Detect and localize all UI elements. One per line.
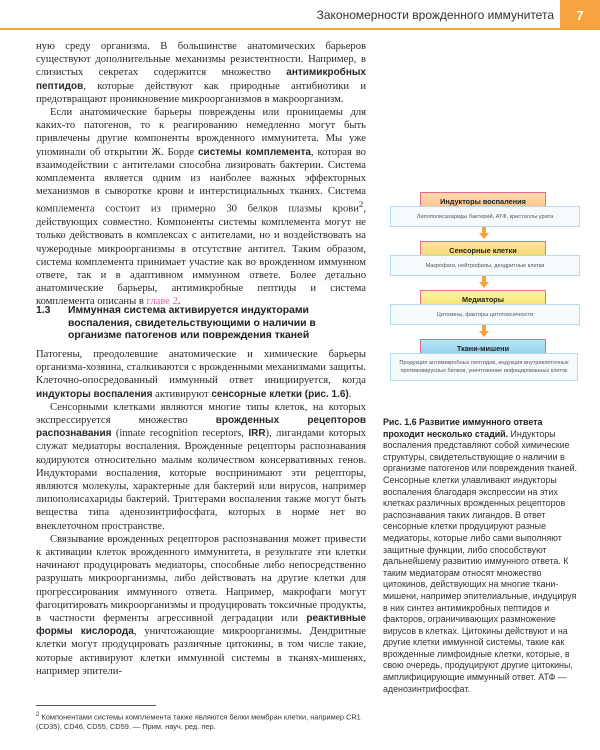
term-inflammation-inducers: индукторы воспаления [36, 388, 153, 400]
caption-title: Развитие иммунного ответа проходит несколько стадий. [383, 417, 543, 439]
text-run: ную среду организма. В большинстве анатомических барьеров существуют дополнительные механизмы резистентности. Например, в слизистых секретах содержится множество [36, 41, 366, 79]
footnote-ref: 2 [358, 199, 364, 210]
figure-caption [383, 417, 581, 695]
caption-text: Индукторы воспаления представляют собой химические структуры, свидетельствующие о наличии в организме патогенов или повреждения тканей. Сенсорные клетки улавливают индукторы воспаления благодаря экспрессии на этих клетках различных врожденных рецепторов распознавания таких лигандов. В ответ сенсорные клетки продуцируют разные медиаторы, которые либо сами выполняют защитные функции, либо способствуют дальнейшему развитию иммунного ответа. К таким медиаторам относят множество цитокинов, действующих на многие ткани-мишени, например эпителиальные, индуцируя в них синтез антимикробных пептидов и факторов, ограничивающих размножение вирусов в клетках. Цитокины действуют и на другие клетки иммунной системы, такие как врожденные лимфоидные клетки, которые, в свою очередь, продуцируют другие цитокины, амплифицирующие иммунный ответ. АТФ — аденозинтрифосфат. [383, 428, 578, 694]
arrow-down-icon [479, 276, 489, 288]
text-run: Если анатомические барьеры повреждены или проницаемы для каких-то патогенов, то к реагированию немедленно могут быть привлечены другие компоненты врожденного иммунитета. Мы уже упоминали об открытии Ж. Борде [36, 107, 366, 158]
stage-sensors-box: Макрофаги, нейтрофилы, дендритные клетки [390, 255, 580, 276]
body-paragraph-2 [36, 401, 366, 533]
running-title: Закономерности врожденного иммунитета [316, 8, 554, 22]
text-run: , которые действуют как природные антибиотики и предотвращают проникновение микроорганизмов в макроорганизм. [36, 80, 366, 105]
stage-mediators-label: Медиаторы [420, 290, 546, 308]
body-paragraph-1 [36, 348, 366, 401]
text-run: . [177, 296, 181, 308]
term-complement-system: системы комплемента [198, 146, 311, 158]
text-run: Связывание врожденных рецепторов распознавания может привести к активации клеток врожденного иммунитета, в результате эти клетки начинают продуцировать медиаторы, способные либо непосредственно разрушать микроорганизмы, либо действовать на другие клетки для прогрессирования иммунного ответа. Например, макрофаги могут фагоцитировать микроорганизмы и продуцировать токсичные продукты, в частности ферменты агрессивной деградации или [36, 533, 366, 625]
stage-targets-box: Продукция антимикробных пептидов, индукция внутриклеточных противовирусных белков, уничтожение инфицированных клеток [390, 353, 578, 381]
section-number: 1.3 [36, 305, 51, 316]
text-run: Сенсорными клетками являются многие типы клеток, на которых экспрессируется множество [36, 401, 366, 427]
intro-paragraph-2 [36, 106, 366, 309]
text-run: активируют [152, 388, 212, 400]
text-run: . [348, 388, 352, 400]
page-header [0, 0, 600, 30]
chapter-link[interactable]: главе 2 [146, 296, 178, 308]
intro-paragraph-1 [36, 40, 366, 106]
text-run: , уничтожающие микроорганизмы. Дендритные клетки могут продуцировать различные цитокины, в том числе такие, которые активируют клетки иммунной системы в тканях-мишенях, например эпители- [36, 626, 366, 677]
stage-mediators-box: Цитокины, факторы цитотоксичности [390, 304, 580, 325]
term-sensor-cells: сенсорные клетки [211, 388, 303, 400]
figure-1-6-diagram [390, 192, 580, 412]
text-run: ), лигандами которых служат медиаторы воспаления. Врожденные рецепторы распознавания кодируются относительно малым количеством консервативных генов. Индукторами воспаления, которые воспринимают эти рецепторы, являются молекулы, характерные для бактерий или вирусов, например липополисахариды бактерий. Триггерами воспаления также могут быть вещества типа аденозинтрифосфата, которых в норме нет во внеклеточном пространстве. [36, 428, 366, 532]
term-antimicrobial-peptides: антимикробных пептидов [36, 67, 366, 92]
footnote-text: Компонентами системы комплемента также являются белки мембран клетки, например CR1 (CD35), CD46, CD55, CD59. — Прим. науч. ред. пер. [36, 712, 361, 732]
text-run: (innate recognition receptors, [111, 428, 249, 440]
footnote [36, 710, 366, 732]
body-paragraph-3 [36, 533, 366, 678]
stage-inducers-box: Липополисахариды бактерий, АТФ, кристаллы урата [390, 206, 580, 227]
intro-text [36, 40, 366, 309]
arrow-down-icon [479, 325, 489, 337]
header-rule [0, 28, 600, 30]
caption-label: Рис. 1.6 [383, 417, 417, 427]
stage-sensors-label: Сенсорные клетки [420, 241, 546, 259]
section-title: Иммунная система активируется индукторами воспаления, свидетельствующими о наличии в организме патогенов или повреждения тканей [68, 305, 316, 341]
section-heading [36, 305, 366, 343]
footnote-mark: 2 [36, 711, 40, 718]
term-innate-receptors: врожденных рецепторов распознавания [36, 415, 366, 440]
arrow-down-icon [479, 227, 489, 239]
stage-inducers-label: Индукторы воспаления [420, 192, 546, 210]
footnote-rule [36, 705, 156, 706]
body-text [36, 348, 366, 678]
text-run: , которая во взаимодействии с антителами способна лизировать бактерии. Система комплемента является одним из наиболее важных эффекторных механизмов в сыворотке крови и интерстициальных тканях. Система комплемента состоит из примерно 30 белков плазмы крови [36, 146, 366, 215]
stage-targets-label: Ткани-мишени [420, 339, 546, 357]
page-number: 7 [560, 0, 600, 30]
term-irr: IRR [248, 428, 266, 440]
term-reactive-oxygen: реактивные формы кислорода [36, 613, 366, 638]
text-run: , действующих совместно. Компоненты системы комплемента могут не только действовать в комплексах с антителами, но и воздействовать на чужеродные микроорганизмы в отсутствие антител. Таким образом, система комплемента принимает участие как во врожденном иммунном ответе, так и в адаптивном иммунном ответе. Более детально анатомические барьеры, антимикробные пептиды и система комплемента описаны в [36, 203, 366, 308]
text-run: Патогены, преодолевшие анатомические и химические барьеры организма-хозяина, сталкиваются с врожденными механизмами защиты. Клеточно-опосредованный иммунный ответ инициируется, когда [36, 349, 366, 387]
figure-ref: (рис. 1.6) [302, 388, 349, 400]
